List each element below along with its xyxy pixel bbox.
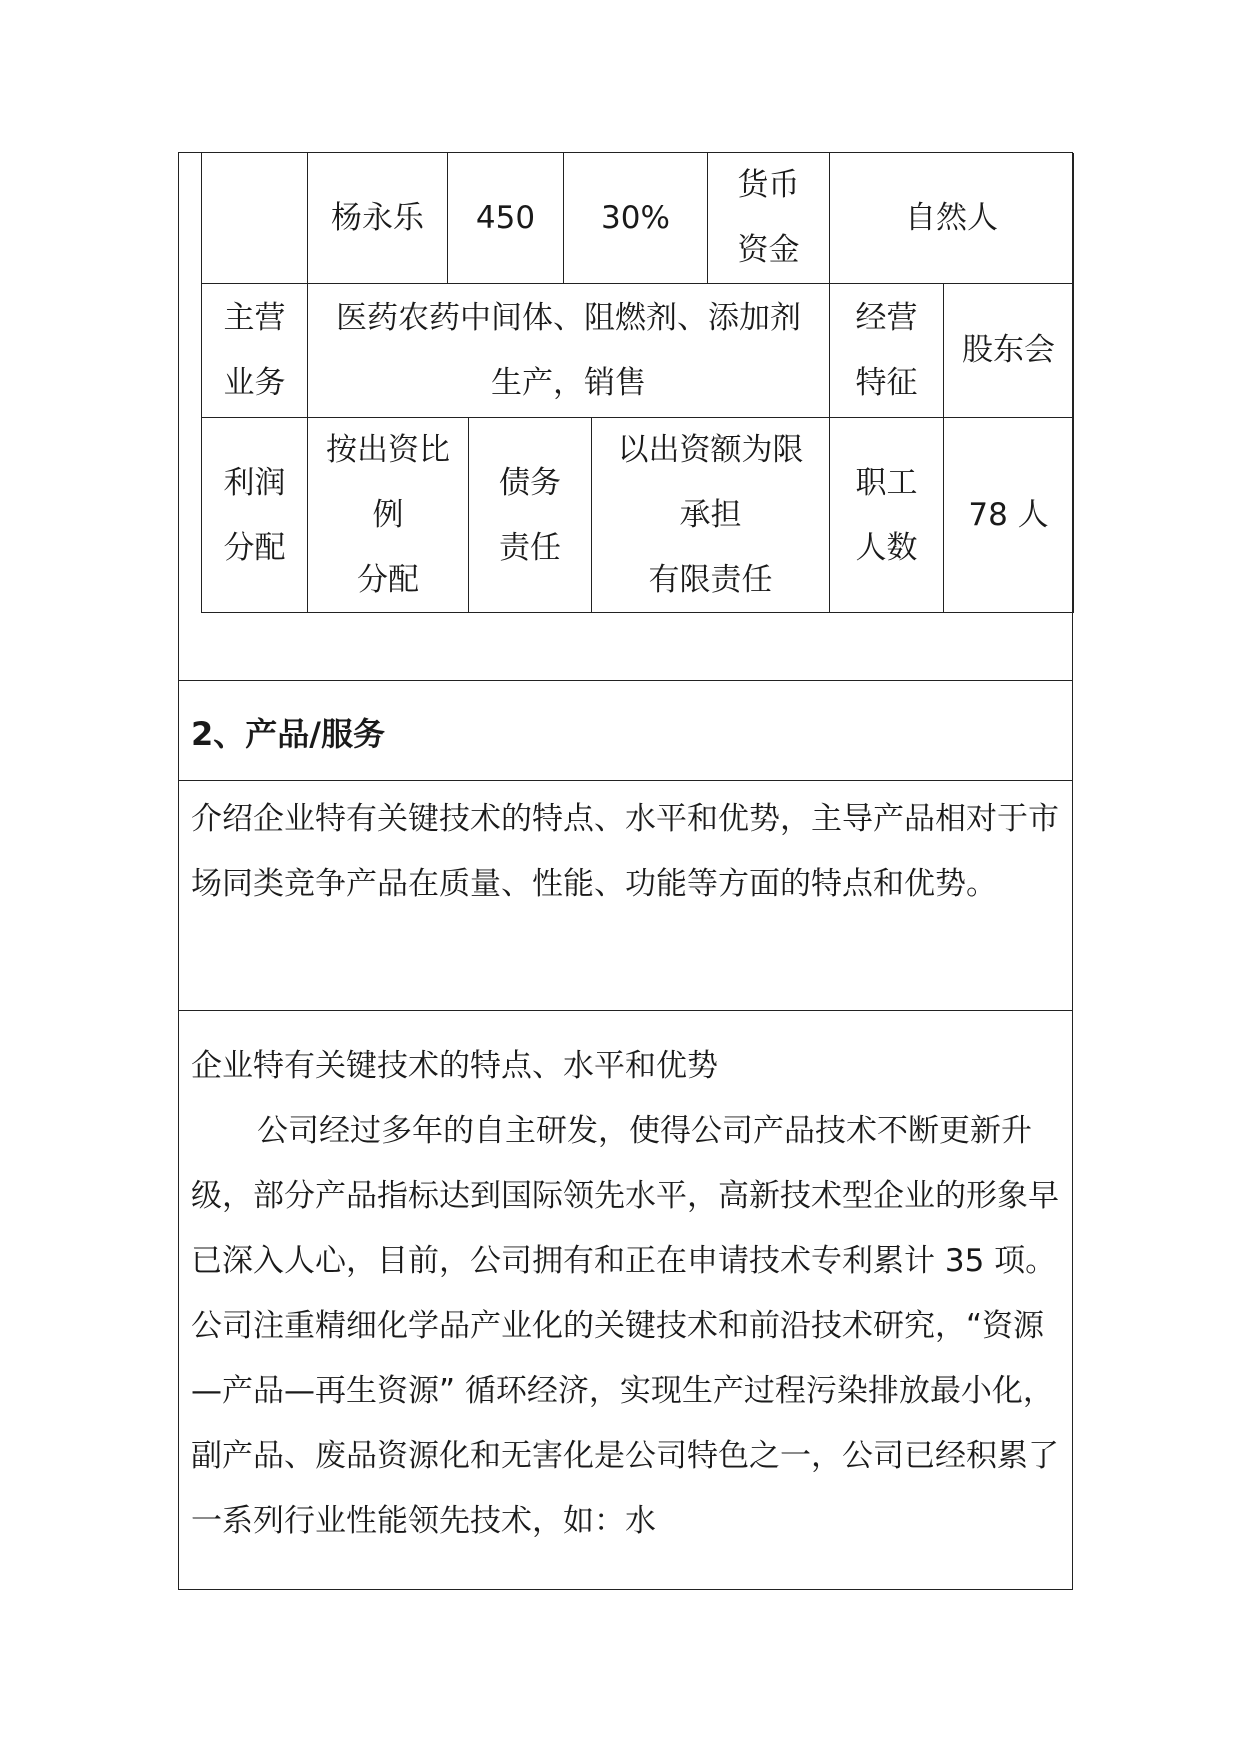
operating-feature-label: 经营 特征: [855, 299, 918, 401]
section-heading: 2、产品/服务: [191, 715, 385, 753]
employee-count-value: 78 人: [968, 497, 1049, 533]
shareholder-table: [201, 153, 1074, 613]
main-business-value: 医药农药中间体、阻燃剂、添加剂 生产，销售: [336, 299, 801, 401]
technology-subheading: 企业特有关键技术的特点、水平和优势: [191, 1048, 718, 1084]
section-intro: 介绍企业特有关键技术的特点、水平和优势，主导产品相对于市场同类竞争产品在质量、性能、功能等方面的特点和优势。: [191, 801, 1059, 902]
investment-amount: 450: [475, 199, 536, 236]
profit-distribution-label: 利润 分配: [223, 464, 286, 566]
shareholder-type: 自然人: [905, 199, 998, 236]
investment-ratio: 30%: [601, 199, 670, 236]
technology-body: 公司经过多年的自主研发，使得公司产品技术不断更新升级，部分产品指标达到国际领先水平，高新技术型企业的形象早已深入人心，目前，公司拥有和正在申请技术专利累计 35 项。公司注重精细化学品产业化的关键技术和前沿技术研究，“资源—产品—再生资源” 循环经济，实现生产过程污染排放最小化，副产品、废品资源化和无害化是公司特色之一，公司已经积累了一系列行业性能领先技术，如：水: [191, 1113, 1059, 1539]
debt-liability-label: 债务 责任: [499, 464, 561, 566]
profit-distribution-value: 按出资比 例 分配: [326, 432, 450, 598]
shareholder-name: 杨永乐: [331, 199, 424, 236]
main-business-label: 主营 业务: [223, 299, 286, 401]
debt-liability-value: 以出资额为限 承担 有限责任: [617, 432, 804, 598]
document-table: [178, 152, 1073, 1590]
employee-count-label: 职工 人数: [855, 464, 918, 566]
operating-feature-value: 股东会: [962, 332, 1055, 368]
investment-method: 货币 资金: [737, 167, 800, 268]
